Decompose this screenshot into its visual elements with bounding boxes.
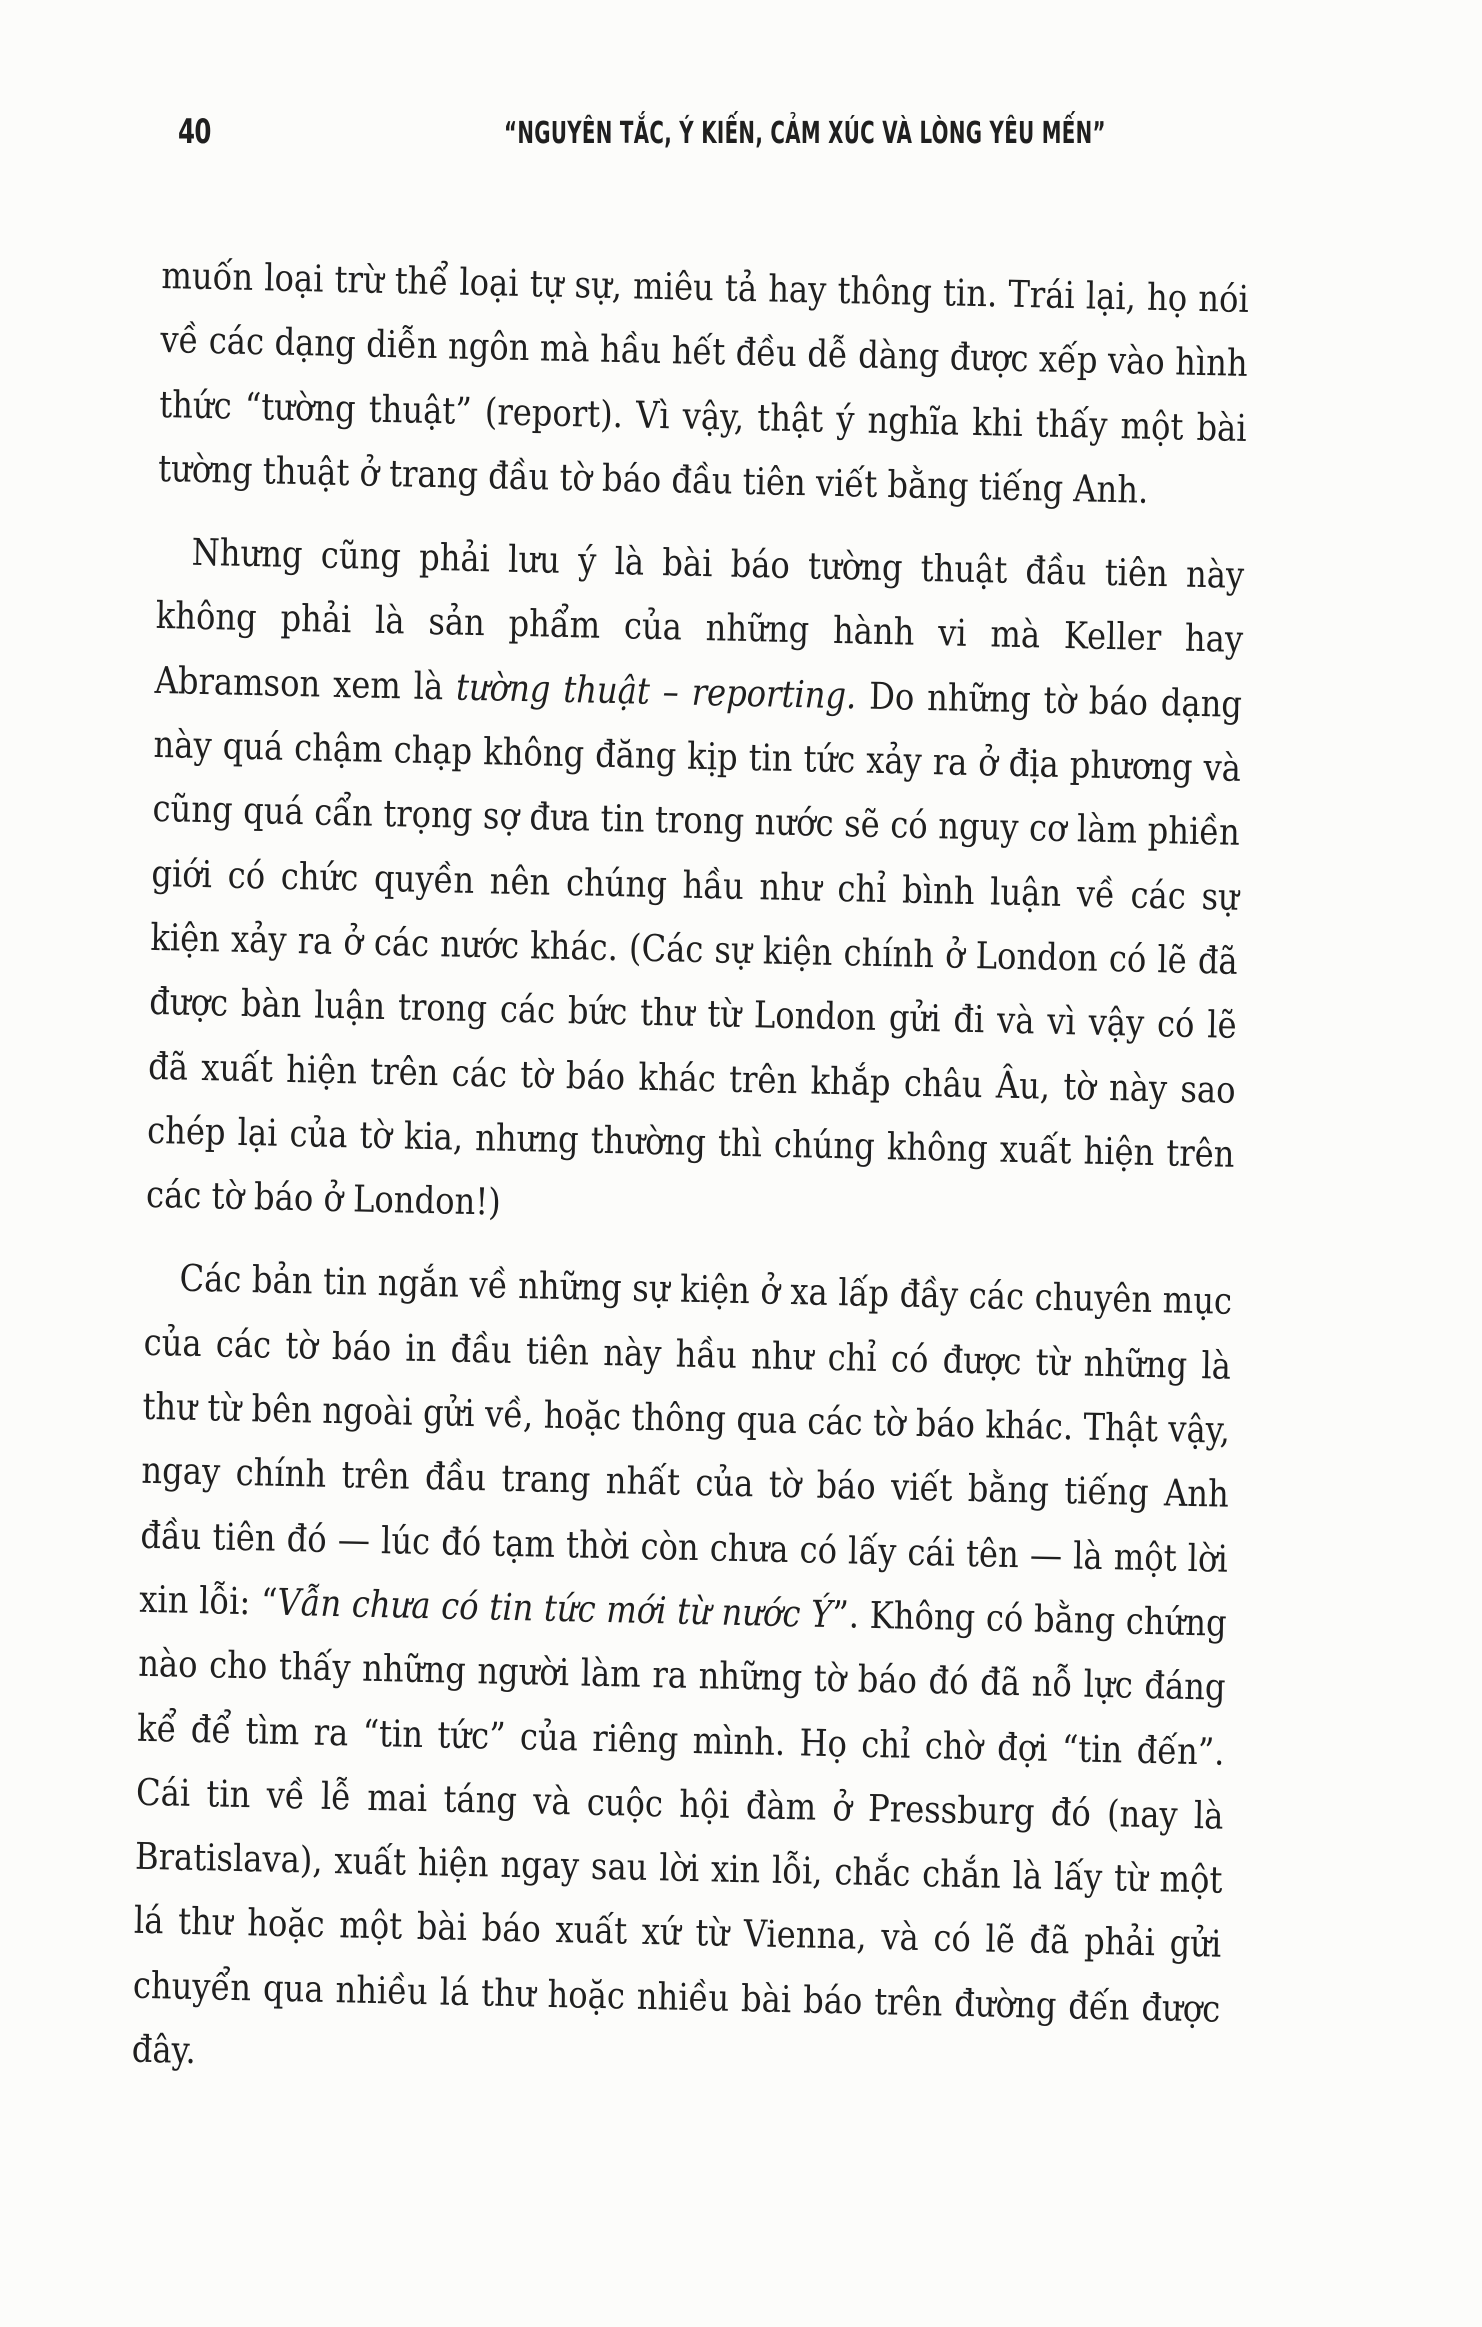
- page-number: 40: [178, 112, 211, 152]
- paragraph-2-italic-term: tường thuật – reporting.: [455, 665, 857, 718]
- body-text: [131, 244, 1249, 2106]
- chapter-title: “NGUYÊN TẮC, Ý KIẾN, CẢM XÚC VÀ LÒNG YÊU MẾN”: [504, 116, 1106, 151]
- paragraph-2-text-end: Do những tờ báo dạng này quá chậm chạp không đăng kịp tin tức xảy ra ở địa phương và cũng quá cẩn trọng sợ đưa tin trong nước sẽ có nguy cơ làm phiền giới có chức quyền nên chúng hầu như chỉ bình luận về các sự kiện xảy ra ở các nước khác. (Các sự kiện chính ở London có lẽ đã được bàn luận trong các bức thư từ London gửi đi và vì vậy có lẽ đã xuất hiện trên các tờ báo khác trên khắp châu Âu, tờ này sao chép lại của tờ kia, nhưng thường thì chúng không xuất hiện trên các tờ báo ở London!): [145, 674, 1243, 1224]
- paragraph-3-text-start: Các bản tin ngắn về những sự kiện ở xa lấp đầy các chuyên mục của các tờ báo in đầu tiên này hầu như chỉ có được từ những là thư từ bên ngoài gửi về, hoặc thông qua các tờ báo khác. Thật vậy, ngay chính trên đầu trang nhất của tờ báo viết bằng tiếng Anh đầu tiên đó — lúc đó tạm thời còn chưa có lấy cái tên — là một lời xin lỗi: “: [139, 1257, 1233, 1624]
- running-header: [178, 112, 1422, 156]
- paragraph-3-italic-quote: Vẫn chưa có tin tức mới từ nước Ý: [277, 1580, 833, 1636]
- paragraph-2: [146, 520, 1245, 1251]
- paragraph-1-text: muốn loại trừ thể loại tự sự, miêu tả hay thông tin. Trái lại, họ nói về các dạng diễn ngôn mà hầu hết đều dễ dàng được xếp vào hình thức “tường thuật” (report). Vì vậy, thật ý nghĩa khi thấy một bài tường thuật ở trang đầu tờ báo đầu tiên viết bằng tiếng Anh.: [157, 253, 1250, 512]
- paragraph-1: [158, 244, 1250, 525]
- paragraph-2-text-start: Nhưng cũng phải lưu ý là bài báo tường thuật đầu tiên này không phải là sản phẩm của những hành vi mà Keller hay Abramson xem là: [154, 530, 1245, 709]
- paragraph-3: [131, 1246, 1232, 2106]
- paragraph-3-text-end: ”. Không có bằng chứng nào cho thấy những người làm ra những tờ báo đó đã nỗ lực đáng kể để tìm ra “tin tức” của riêng mình. Họ chỉ chờ đợi “tin đến”. Cái tin về lễ mai táng và cuộc hội đàm ở Pressburg đó (nay là Bratislava), xuất hiện ngay sau lời xin lỗi, chắc chắn là lấy từ một lá thư hoặc một bài báo xuất xứ từ Vienna, và có lẽ đã phải gửi chuyển qua nhiều lá thư hoặc nhiều bài báo trên đường đến được đây.: [131, 1592, 1228, 2073]
